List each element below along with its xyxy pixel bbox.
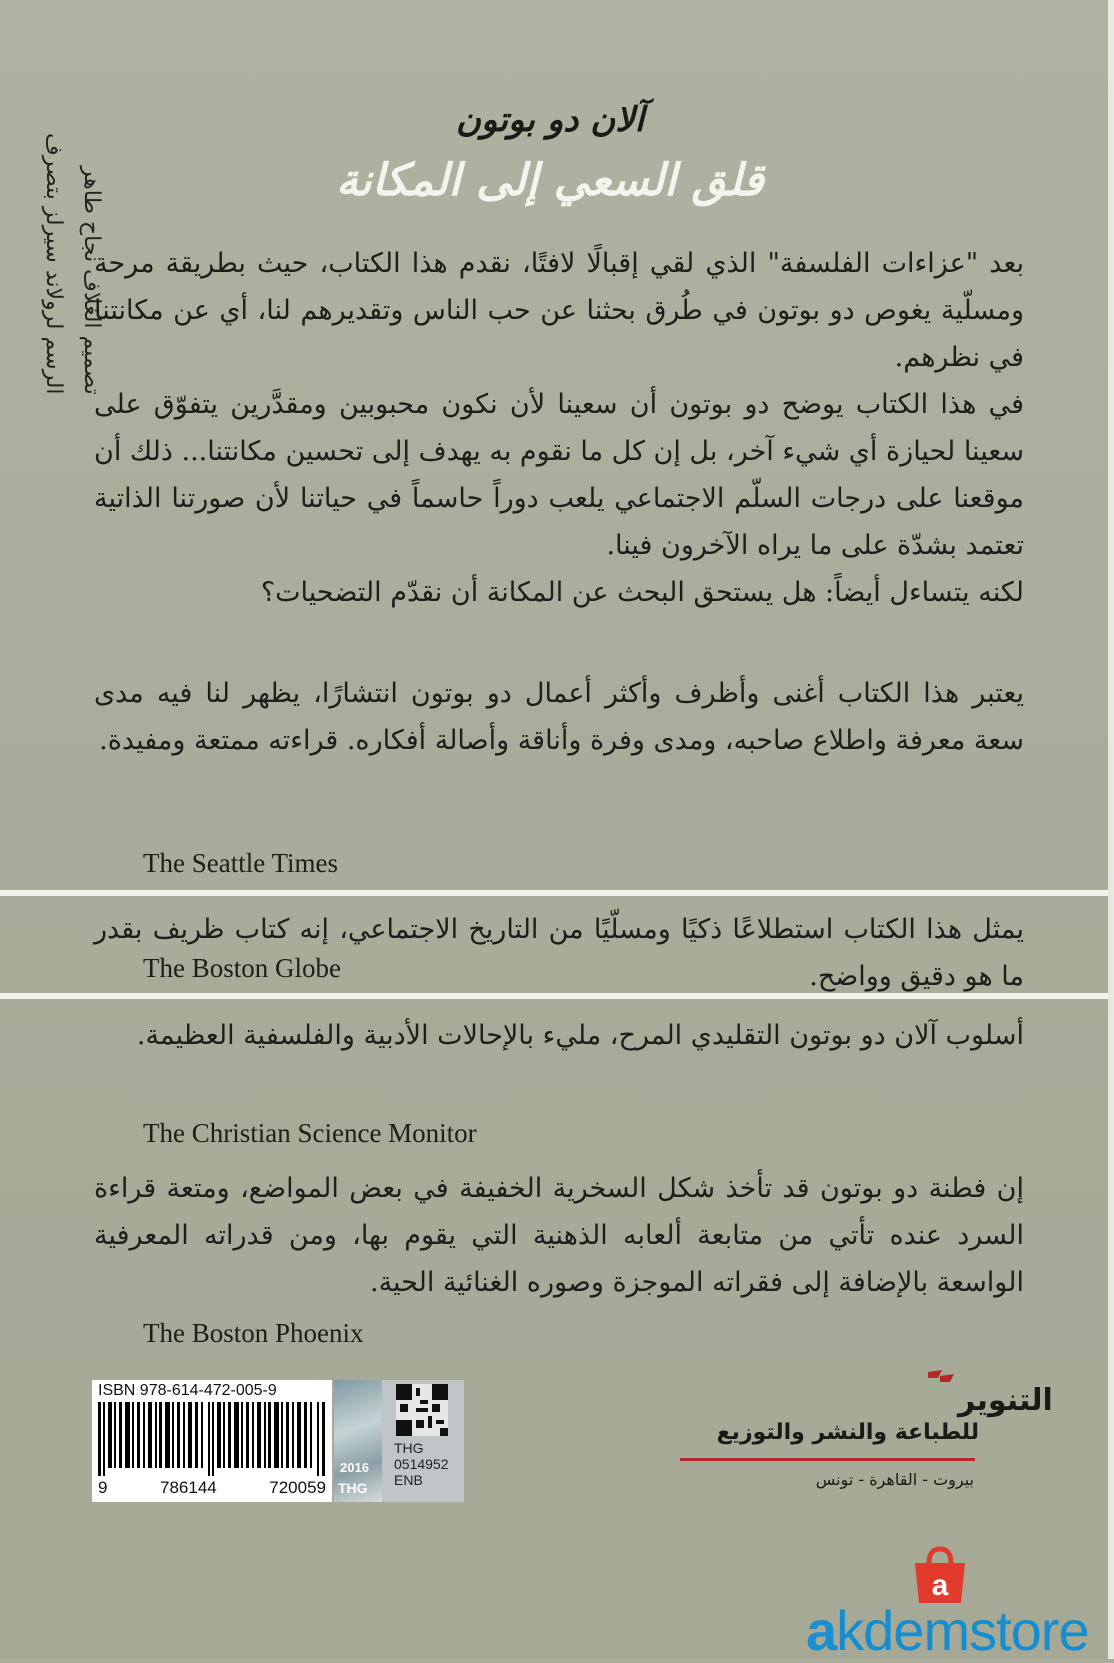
qr-code-icon [396,1384,448,1436]
store-brand-rest: kdemstore [836,1599,1089,1662]
security-sticker [334,1380,464,1502]
illustration-credit: الرسم لرولاند سيرلز بتصرف [41,133,66,395]
barcode-icon [98,1402,326,1476]
isbn-label: ISBN 978-614-472-005-9 [98,1382,277,1399]
review-text: إن فطنة دو بوتون قد تأخذ شكل السخرية الخفيفة في بعض المواضع، ومتعة قراءة السرد عنده تأتي من متابعة ألعابه الذهنية التي يقوم بها، ومن قدراته المعرفية الواسعة بالإضافة إلى فقراته الموجزة وصوره الغنائية الحية. [94,1173,1024,1298]
review-source: The Boston Phoenix [143,1318,364,1348]
author-name: آلان دو بوتون [455,100,645,140]
store-brand-prefix: a [806,1599,837,1662]
publisher-logo-icon [870,1368,1053,1418]
isbn-digit-group: 786144 [160,1478,217,1497]
isbn-digits [98,1478,326,1498]
publisher-cities: بيروت - القاهرة - تونس [815,1470,974,1489]
isbn-barcode-box [92,1380,332,1502]
sticker-code: 0514952 [394,1456,449,1472]
review-quote [94,1012,1024,1059]
sticker-brand: THG [338,1480,368,1496]
book-title: قلق السعي إلى المكانة [336,155,764,206]
review-text: يعتبر هذا الكتاب أغنى وأظرف وأكثر أعمال دو بوتون انتشارًا، يظهر لنا فيه مدى سعة معرفة واطلاع صاحبه، ومدى وفرة وأناقة وأصالة أفكاره. قراءته ممتعة ومفيدة. [94,678,1024,756]
review-text: يمثل هذا الكتاب استطلاعًا ذكيًا ومسلّيًا من التاريخ الاجتماعي، إنه كتاب ظريف بقدر ما هو دقيق وواضح. [94,914,1024,992]
publisher-rule [680,1458,975,1461]
sticker-code: ENB [394,1472,423,1488]
store-watermark [806,1598,1089,1663]
review-source: The Christian Science Monitor [143,1118,477,1148]
cover-design-credit: تصميم الغلاف نجاح طاهر [79,166,104,395]
review-source: The Seattle Times [143,848,338,878]
isbn-digit-group: 9 [98,1478,108,1497]
publisher-logo-text: التنوير [958,1383,1053,1418]
publisher-name: للطباعة والنشر والتوزيع [716,1420,979,1445]
review-text: أسلوب آلان دو بوتون التقليدي المرح، مليء بالإحالات الأدبية والفلسفية العظيمة. [136,1020,1024,1051]
review-quote [94,1165,1024,1306]
isbn-digit-group: 720059 [269,1478,326,1497]
cover-edge [1108,0,1114,1659]
sticker-code: THG [394,1440,424,1456]
sticker-codes [394,1440,449,1488]
intro-paragraph: لكنه يتساءل أيضاً: هل يستحق البحث عن المكانة أن نقدّم التضحيات؟ [260,577,1024,608]
intro-block [94,240,1024,616]
review-source: The Boston Globe [143,953,341,983]
divider [0,993,1108,999]
divider [0,890,1108,896]
svg-text:a: a [931,1569,949,1602]
intro-paragraph: في هذا الكتاب يوضح دو بوتون أن سعينا لأن نكون محبوبين ومقدَّرين يتفوّق على سعينا لحيازة أي شيء آخر، بل إن كل ما نقوم به يهدف إلى تحسين مكانتنا... ذلك أن موقعنا على درجات السلّم الاجتماعي يلعب دوراً حاسماً في حياتنا لأن صورتنا الذاتية تعتمد بشدّة على ما يراه الآخرون فينا. [94,389,1024,561]
review-quote [94,670,1024,764]
intro-paragraph: بعد "عزاءات الفلسفة" الذي لقي إقبالًا لافتًا، نقدم هذا الكتاب، حيث بطريقة مرحة ومسلّية يغوص دو بوتون في طُرق بحثنا عن حب الناس وتقديرهم لنا، أي عن مكانتنا في نظرهم. [94,248,1024,373]
sticker-year: 2016 [340,1460,369,1475]
